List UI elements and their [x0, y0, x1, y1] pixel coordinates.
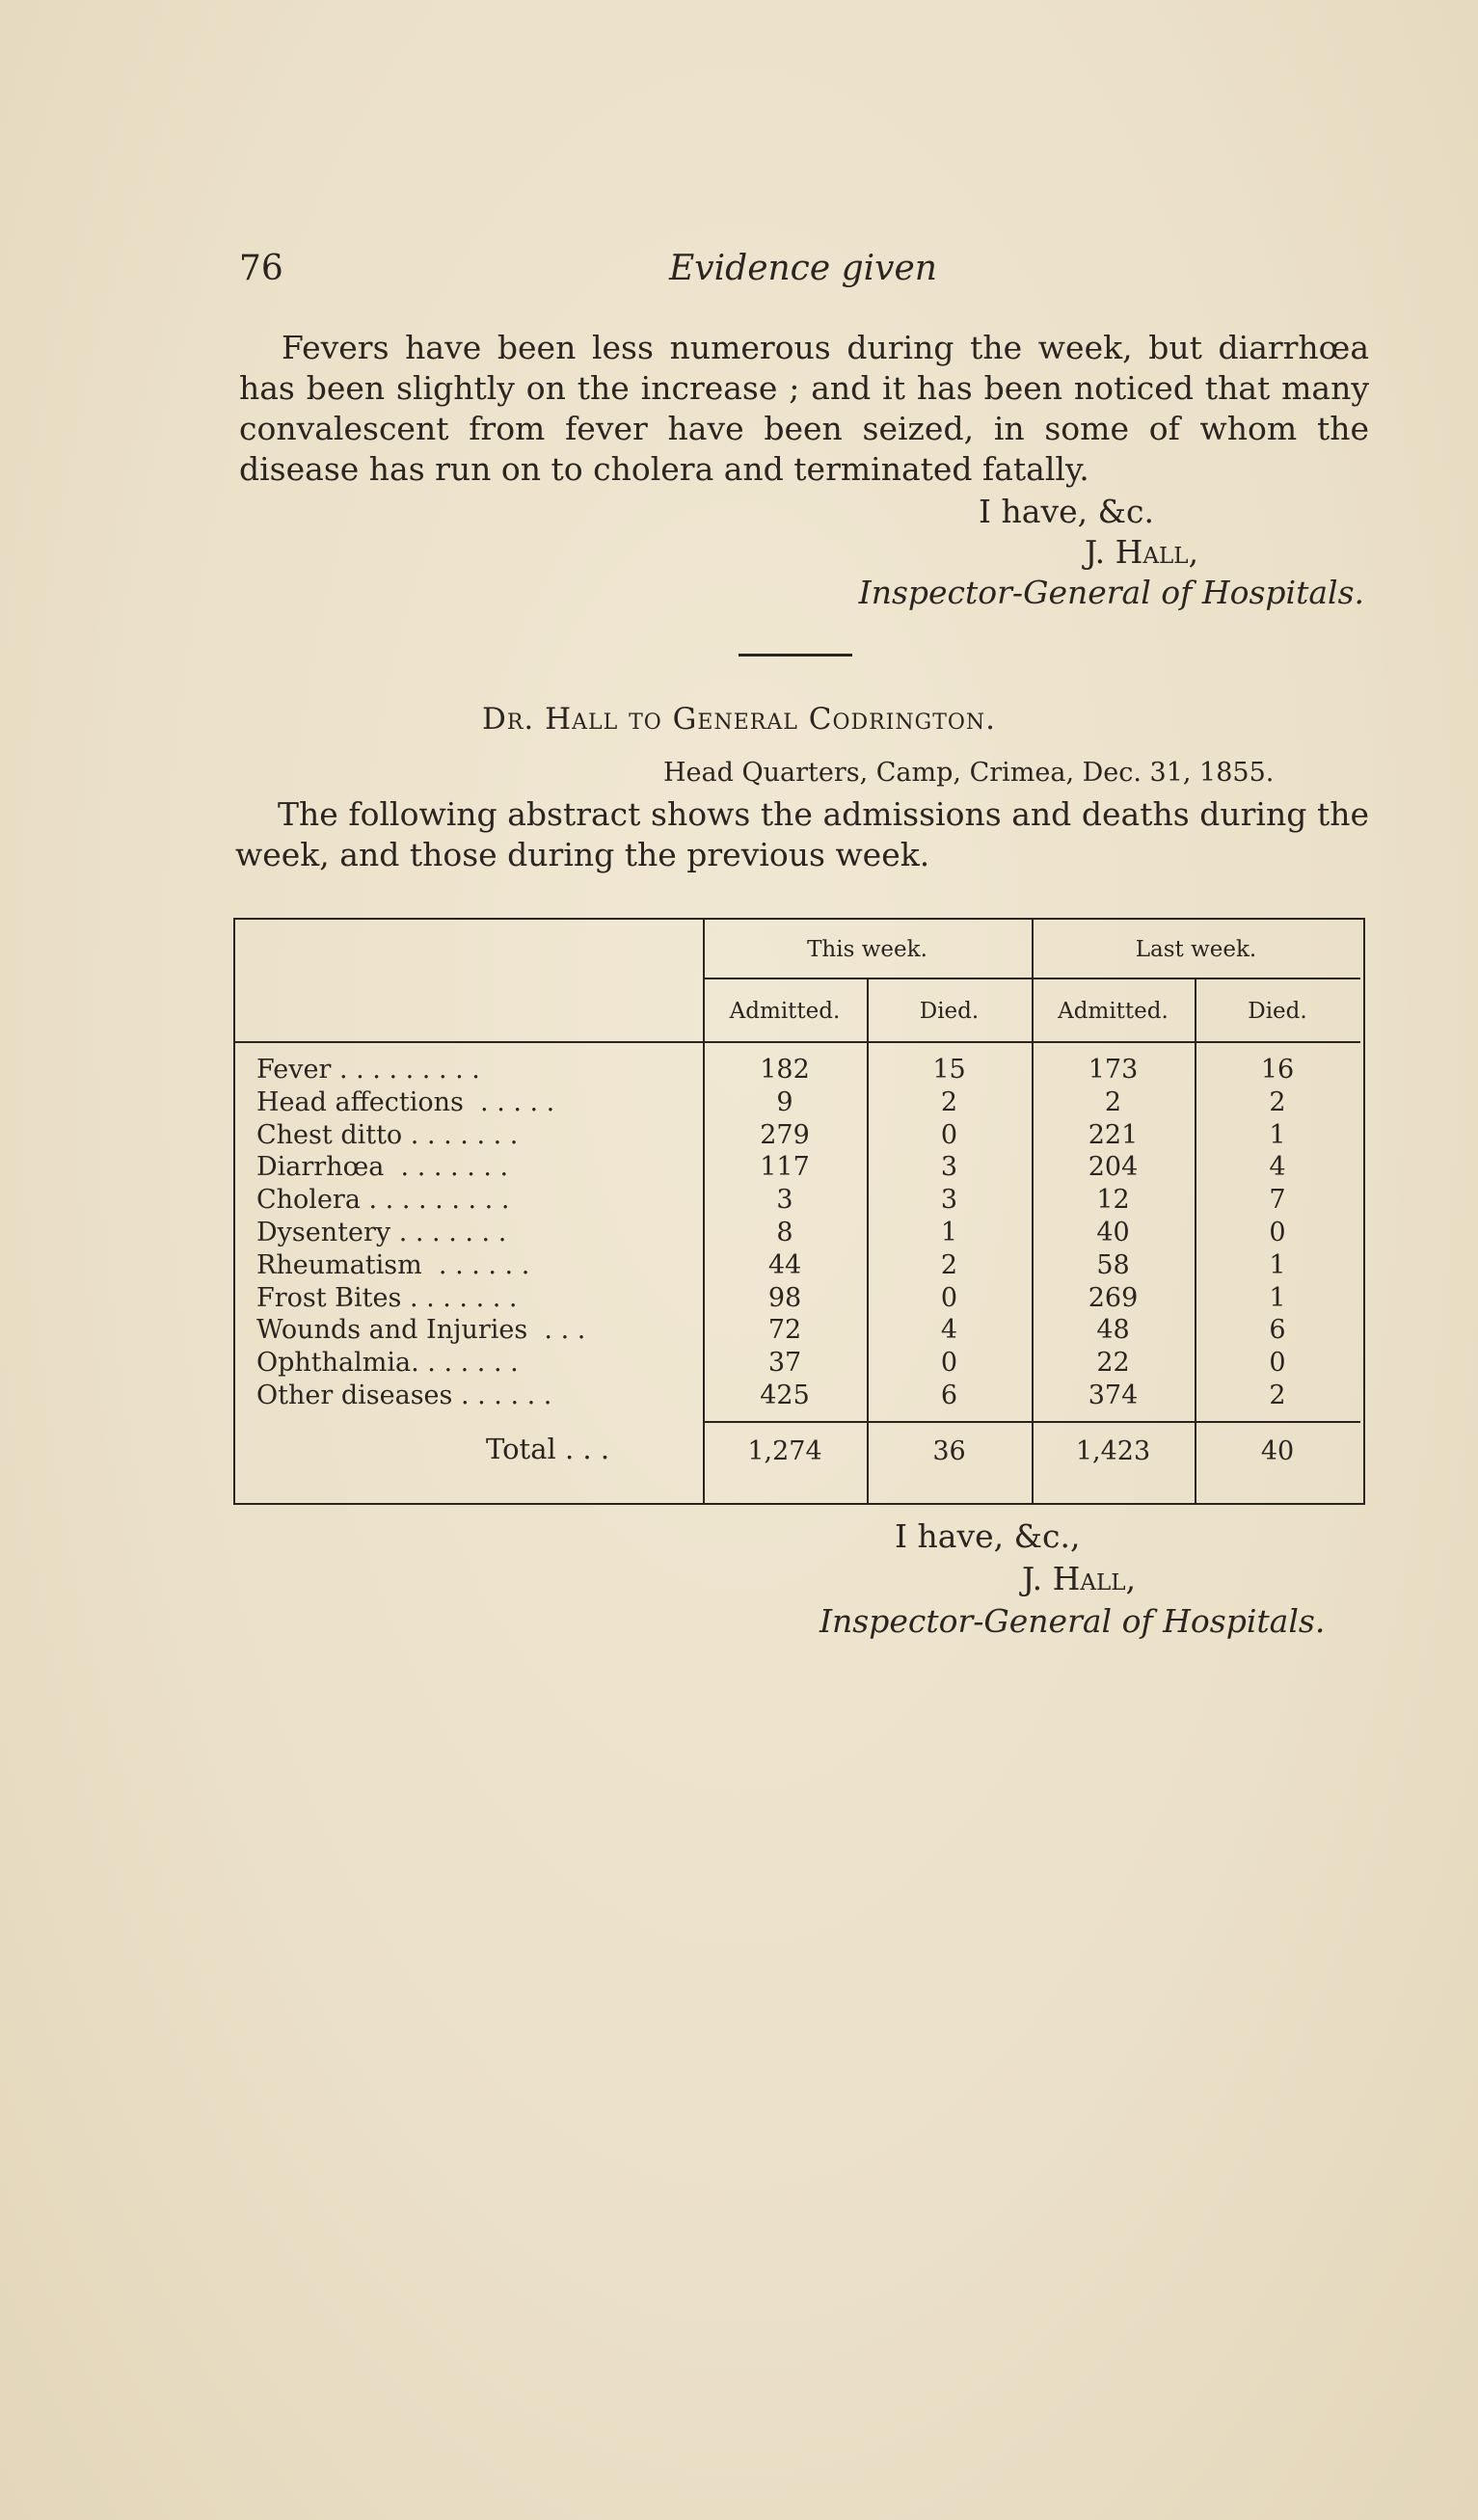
sub-header: Died.: [1248, 999, 1307, 1024]
header-rule: [703, 978, 1360, 979]
total-cell: 1,274: [747, 1436, 822, 1466]
table-cell: 3: [940, 1152, 958, 1183]
row-label: [256, 1218, 506, 1247]
table-cell: 0: [1269, 1218, 1286, 1247]
table-cell: 98: [767, 1282, 802, 1313]
row-label-text: Other diseases: [256, 1381, 453, 1410]
row-label: [256, 1315, 585, 1345]
running-head: Evidence given: [669, 249, 937, 288]
sub-header: Admitted.: [729, 999, 841, 1024]
row-label: [256, 1283, 518, 1313]
leader-dots: . . . . . . .: [402, 1119, 519, 1150]
table-cell: 3: [940, 1185, 958, 1216]
table-cell: 2: [940, 1086, 958, 1117]
page-number: 76: [239, 249, 283, 288]
table-cell: 117: [760, 1152, 810, 1183]
signoff-have: I have, &c.,: [895, 1517, 1081, 1555]
row-label: [256, 1348, 519, 1378]
leader-dots: . . . . . .: [452, 1381, 552, 1410]
leader-dots: . . . . . . .: [401, 1282, 518, 1313]
signoff-title: Inspector-General of Hospitals.: [858, 574, 1364, 611]
leader-dots: . . .: [527, 1315, 586, 1346]
row-label: [256, 1250, 529, 1280]
paragraph-text: Fevers have been less numerous during the week, but diarrhœa has been slightly on the increase ; and it has been noticed that many convalescent from fever have been seized, in some of whom the disease has run on to cholera and terminated fatally.: [239, 329, 1369, 488]
table-cell: 4: [1269, 1152, 1286, 1183]
table-cell: 37: [767, 1348, 802, 1379]
row-label-text: Head affections: [256, 1086, 464, 1117]
abstract-table: [233, 918, 1365, 1505]
row-label-text: Dysentery: [256, 1218, 391, 1247]
letter-title: Dr. Hall to General Codrington.: [481, 702, 997, 737]
table-cell: 2: [1104, 1086, 1122, 1117]
group-header-this-week: This week.: [807, 937, 927, 962]
signoff-first: [786, 492, 1364, 613]
signoff-name: J. Hall,: [1085, 533, 1199, 571]
sub-header: Died.: [919, 999, 980, 1024]
total-cell: 1,423: [1075, 1436, 1151, 1466]
table-cell: 48: [1096, 1315, 1130, 1346]
signoff-name: J. Hall,: [1022, 1560, 1137, 1597]
table-cell: 269: [1088, 1282, 1139, 1313]
table-cell: 44: [767, 1249, 802, 1280]
row-label: [256, 1087, 554, 1117]
signoff-have: I have, &c.: [979, 493, 1154, 530]
table-cell: 40: [1096, 1218, 1130, 1247]
table-cell: 279: [760, 1119, 810, 1150]
leader-dots: . . . . . . . . .: [360, 1185, 510, 1216]
table-cell: 0: [1269, 1348, 1286, 1379]
letter-intro: [235, 794, 1369, 875]
table-cell: 0: [940, 1282, 958, 1313]
body-paragraph: [239, 328, 1369, 490]
table-cell: 425: [760, 1381, 810, 1410]
table-cell: 7: [1269, 1185, 1286, 1216]
row-label-text: Chest ditto: [256, 1119, 403, 1150]
total-rule: [703, 1421, 1360, 1423]
table-cell: 0: [940, 1348, 958, 1379]
table-cell: 182: [760, 1055, 810, 1085]
header-rule: [235, 1041, 1360, 1043]
row-label-text: Diarrhœa: [256, 1152, 385, 1183]
table-cell: 9: [776, 1086, 793, 1117]
table-cell: 173: [1088, 1055, 1139, 1085]
table-cell: 374: [1088, 1381, 1139, 1410]
section-divider: [739, 654, 852, 657]
leader-dots: . . . . . . .: [384, 1152, 509, 1183]
table-cell: 2: [1269, 1381, 1286, 1410]
row-label-text: Frost Bites: [256, 1282, 402, 1313]
row-label-text: Wounds and Injuries: [256, 1315, 528, 1346]
table-cell: 22: [1096, 1348, 1130, 1379]
table-cell: 1: [940, 1218, 958, 1247]
table-cell: 4: [940, 1315, 958, 1346]
table-cell: 2: [940, 1249, 958, 1280]
table-cell: 72: [767, 1315, 802, 1346]
table-cell: 6: [940, 1381, 958, 1410]
table-cell: 16: [1260, 1055, 1295, 1085]
total-label: Total . . .: [486, 1433, 610, 1465]
table-cell: 1: [1269, 1249, 1286, 1280]
intro-text: The following abstract shows the admissions and deaths during the week, and those during the previous week.: [235, 795, 1369, 873]
row-label: [256, 1120, 518, 1150]
total-cell: 40: [1260, 1436, 1295, 1466]
leader-dots: . . . . . .: [421, 1249, 530, 1280]
signoff-title: Inspector-General of Hospitals.: [820, 1602, 1326, 1640]
table-cell: 12: [1096, 1185, 1130, 1216]
leader-dots: . . . . .: [463, 1086, 555, 1117]
page-header: [239, 249, 1367, 297]
leader-dots: . . . . . . . . .: [331, 1055, 480, 1085]
letter-dateline: Head Quarters, Camp, Crimea, Dec. 31, 1855.: [663, 758, 1275, 788]
row-label-text: Ophthalmia: [256, 1348, 412, 1379]
row-label: [256, 1055, 480, 1085]
leader-dots: . . . . . . .: [411, 1348, 519, 1379]
table-cell: 58: [1096, 1249, 1130, 1280]
table-cell: 204: [1088, 1152, 1139, 1183]
row-label: [256, 1185, 509, 1215]
table-cell: 2: [1269, 1086, 1286, 1117]
total-cell: 36: [932, 1436, 966, 1466]
table-cell: 15: [932, 1055, 966, 1085]
table-cell: 1: [1269, 1119, 1286, 1150]
group-header-last-week: Last week.: [1135, 937, 1257, 962]
table-cell: 1: [1269, 1282, 1286, 1313]
table-cell: 6: [1269, 1315, 1286, 1346]
leader-dots: . . . . . . .: [390, 1218, 507, 1247]
table-cell: 3: [776, 1185, 793, 1216]
row-label-text: Rheumatism: [256, 1249, 422, 1280]
table-cell: 8: [776, 1218, 793, 1247]
row-label: [256, 1152, 508, 1182]
sub-header: Admitted.: [1058, 999, 1169, 1024]
row-label-text: Cholera: [256, 1185, 361, 1216]
table-cell: 0: [940, 1119, 958, 1150]
row-label: [256, 1381, 551, 1410]
row-label-text: Fever: [256, 1055, 332, 1085]
table-cell: 221: [1088, 1119, 1139, 1150]
